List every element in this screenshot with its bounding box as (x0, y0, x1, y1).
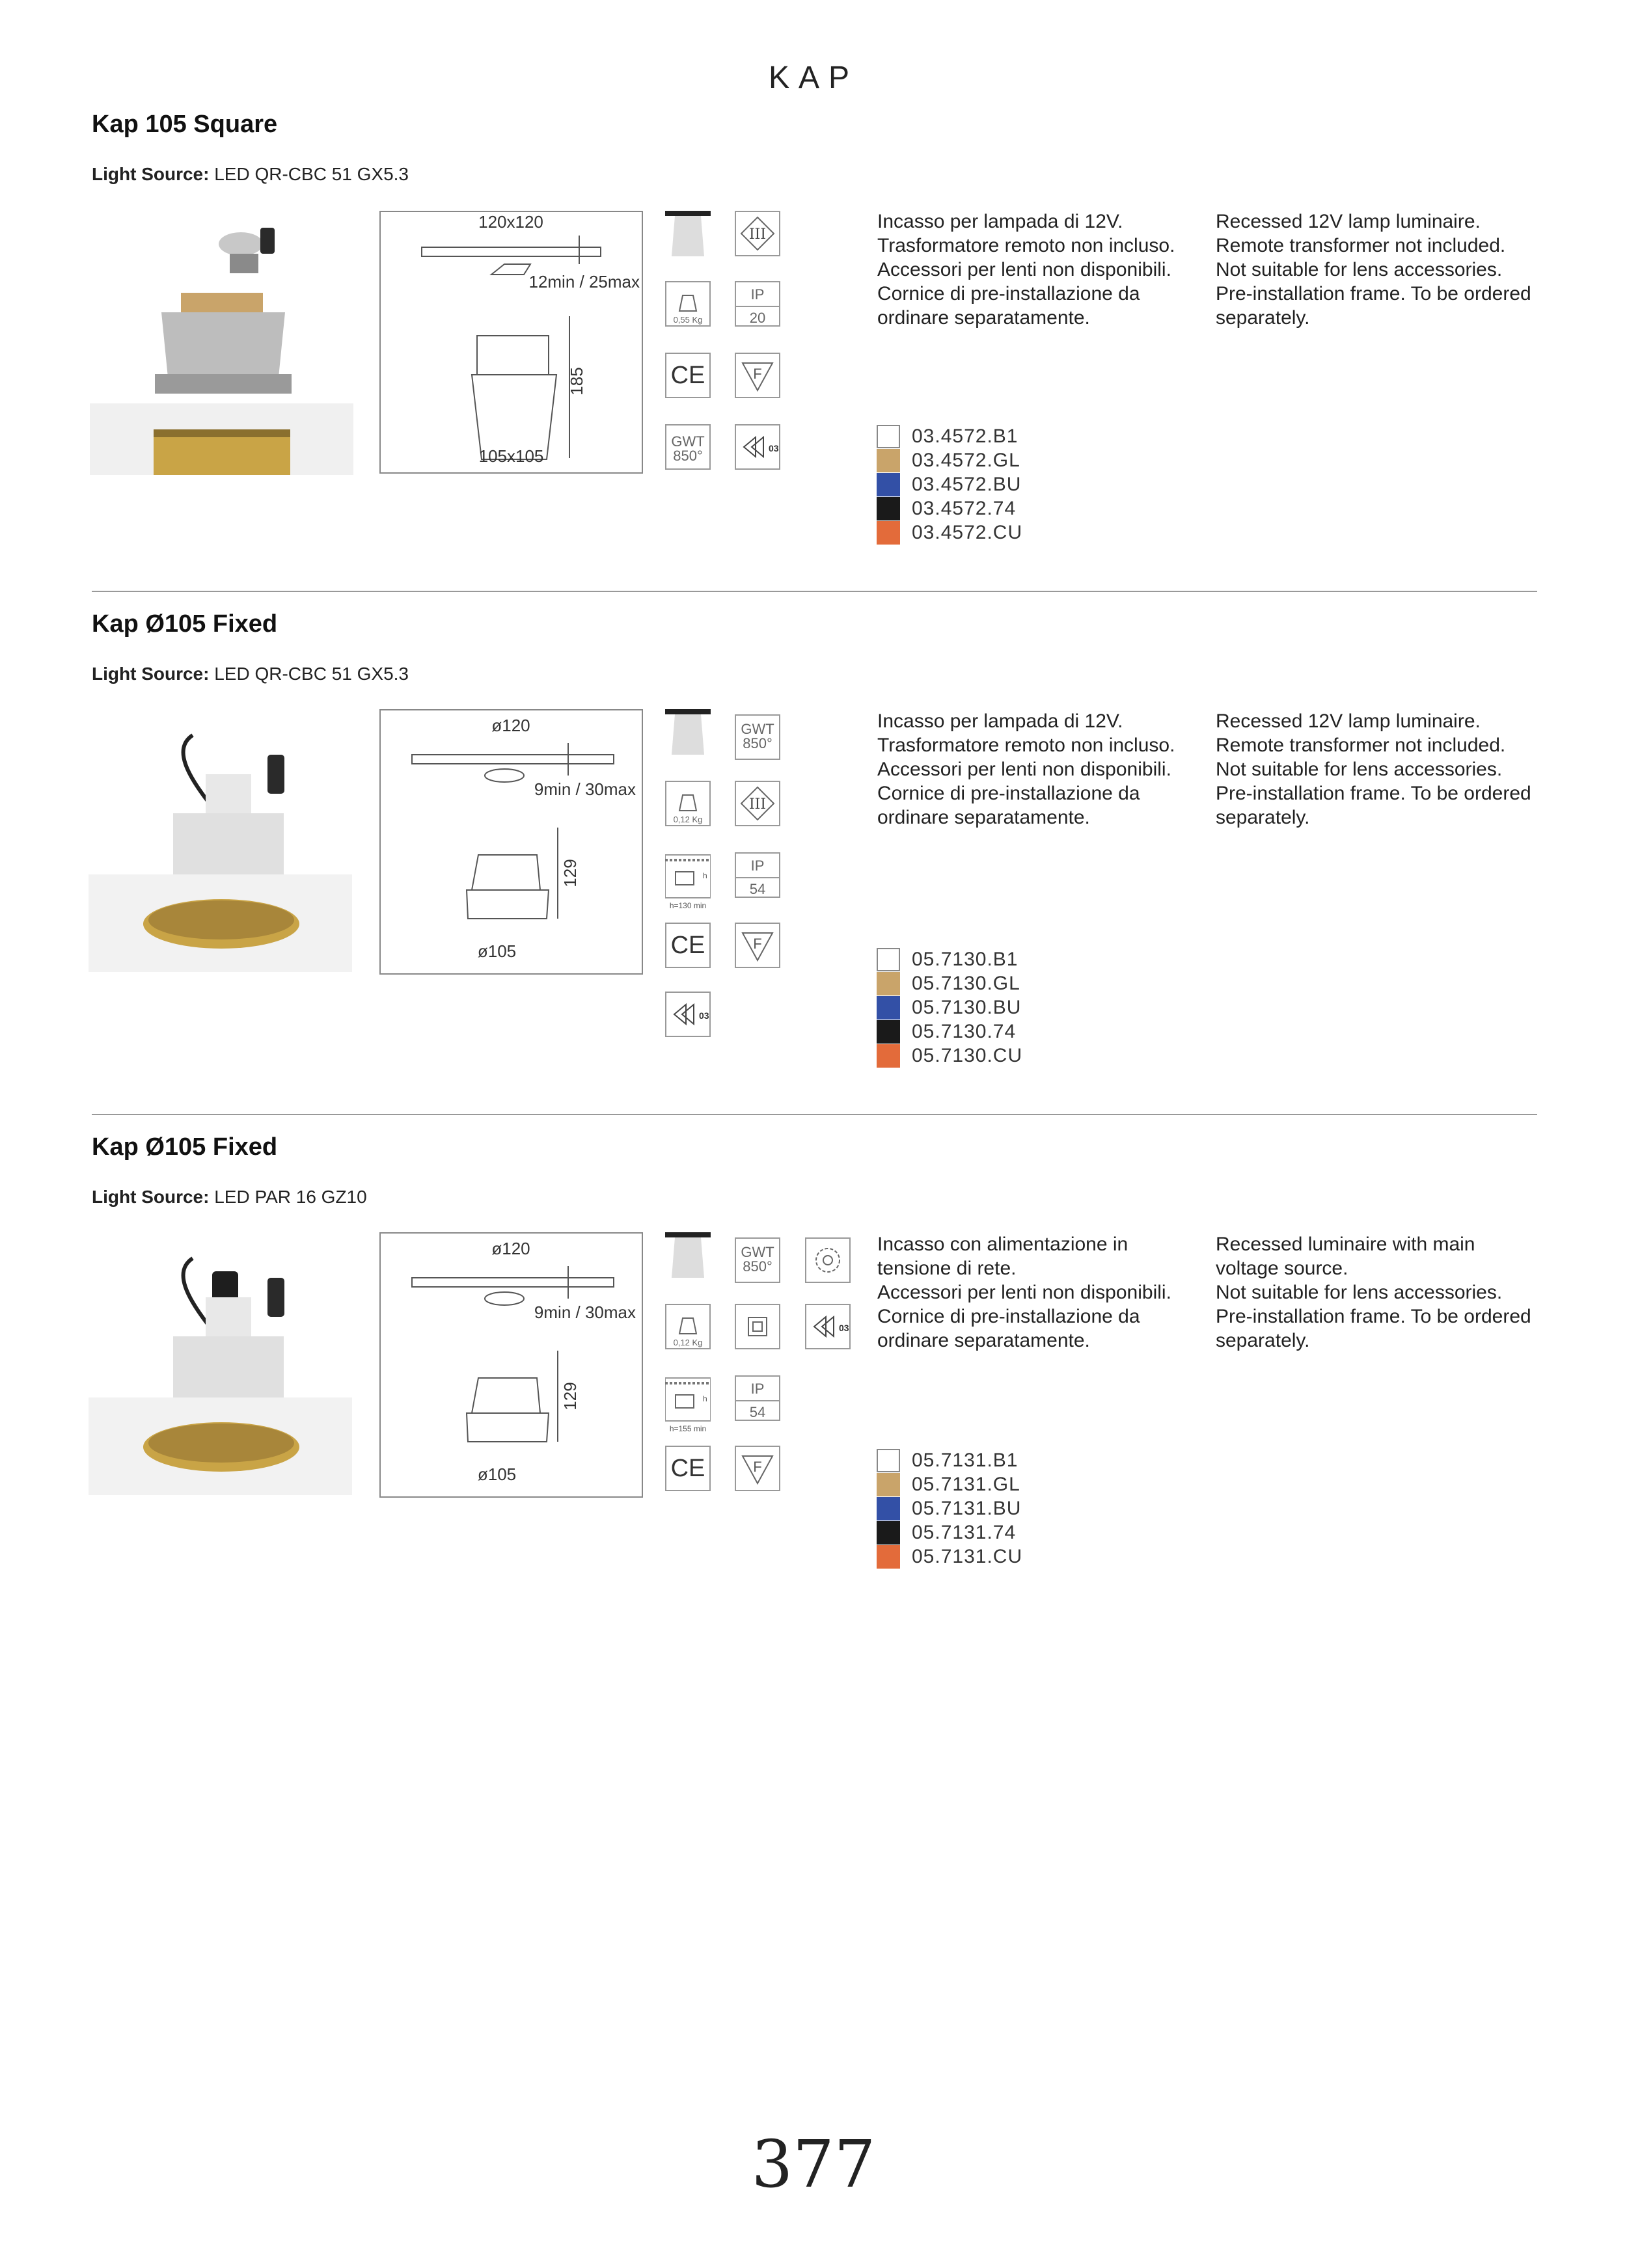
light-source (92, 1187, 367, 1208)
installation-depth-icon (665, 852, 711, 911)
product-code: 03.4572.GL (912, 449, 1020, 471)
product-code: 05.7130.CU (912, 1044, 1023, 1066)
color-swatch-gold (877, 1473, 900, 1496)
light-source-value: LED PAR 16 GZ10 (209, 1187, 367, 1207)
svg-text:F: F (753, 936, 762, 952)
code-row (877, 1496, 1022, 1520)
light-source-label: Light Source: (92, 164, 210, 184)
weight-label: 0,55 Kg (673, 315, 703, 325)
light-source-label: Light Source: (92, 1187, 210, 1207)
class-iii-icon (735, 211, 780, 256)
product-code: 05.7131.B1 (912, 1449, 1019, 1471)
svg-text:F: F (753, 1459, 762, 1475)
product-code-list (877, 424, 1022, 545)
dim-height: 129 (560, 859, 580, 887)
h-label: h (703, 1394, 707, 1403)
description-english: Recessed luminaire with main voltage source. Not suitable for lens accessories. Pre-installation frame. To be ordered separately. (1216, 1234, 1531, 1351)
dim-depth: 9min / 30max (534, 779, 636, 799)
color-swatch-copper (877, 1545, 900, 1569)
dim-bottom: ø105 (477, 941, 517, 961)
product-photo (89, 709, 352, 972)
color-swatch-white (877, 1449, 900, 1472)
class-label: III (748, 226, 767, 243)
technical-drawing (379, 1232, 643, 1498)
f-mark-icon (735, 1446, 780, 1491)
ce-mark-icon: CE (665, 353, 711, 398)
description-italian: Incasso per lampada di 12V. Trasformatore remoto non incluso. Accessori per lenti non disponibili. Cornice di pre-installazione da ordinare separatamente. (877, 710, 1175, 828)
technical-drawing (379, 709, 643, 975)
energy-label: 03 (839, 1323, 849, 1333)
product-code: 05.7130.B1 (912, 948, 1019, 970)
color-swatch-gold (877, 972, 900, 995)
color-swatch-black (877, 1020, 900, 1044)
beam-icon (665, 1232, 711, 1278)
class-ii-icon (735, 1304, 780, 1349)
f-mark-icon (735, 923, 780, 968)
code-row (877, 1044, 1022, 1068)
weight-icon (665, 1304, 711, 1349)
ip-label: IP (750, 286, 765, 303)
code-row (877, 1520, 1022, 1545)
color-swatch-copper (877, 1044, 900, 1068)
code-row (877, 496, 1022, 520)
color-swatch-gold (877, 449, 900, 472)
installation-depth-icon (665, 1375, 711, 1434)
ip-rating-icon (735, 1375, 780, 1421)
gwt-icon: GWT 850° (735, 714, 780, 760)
color-swatch-blue (877, 1497, 900, 1520)
light-source (92, 164, 409, 185)
weight-icon (665, 781, 711, 826)
dim-depth: 12min / 25max (528, 272, 640, 291)
technical-drawing (379, 211, 643, 474)
dim-height: 185 (567, 367, 586, 396)
weight-label: 0,12 Kg (673, 815, 703, 824)
color-swatch-white (877, 948, 900, 971)
color-swatch-blue (877, 996, 900, 1019)
product-photo (90, 215, 353, 475)
product-photo (89, 1232, 352, 1495)
dim-top: 120x120 (478, 212, 543, 232)
h-label: h (703, 871, 707, 880)
energy-class-icon (665, 992, 711, 1037)
weight-label: 0,12 Kg (673, 1338, 703, 1347)
product-code-list (877, 947, 1022, 1068)
ip-value: 20 (736, 306, 779, 327)
ip-rating-icon (735, 852, 780, 898)
description-italian: Incasso per lampada di 12V. Trasformatore remoto non incluso. Accessori per lenti non disponibili. Cornice di pre-installazione da ordinare separatamente. (877, 211, 1175, 329)
ip-rating-icon (735, 281, 780, 327)
dim-top: ø120 (491, 1239, 530, 1258)
ip-label: IP (750, 857, 765, 874)
hmin-label: h=130 min (669, 901, 707, 910)
code-row (877, 995, 1022, 1019)
product-code: 03.4572.CU (912, 521, 1023, 543)
color-swatch-blue (877, 473, 900, 496)
product-title: Kap 105 Square (92, 111, 278, 138)
color-swatch-black (877, 1521, 900, 1545)
ip-value: 54 (736, 1400, 779, 1421)
page-number: 377 (751, 2126, 876, 2202)
beam-icon (665, 211, 711, 256)
color-swatch-copper (877, 521, 900, 545)
driver-icon (805, 1237, 851, 1283)
product-code: 05.7131.74 (912, 1521, 1017, 1543)
product-code-list (877, 1448, 1022, 1569)
color-swatch-black (877, 497, 900, 520)
code-row (877, 1472, 1022, 1496)
code-row (877, 947, 1022, 971)
energy-class-icon (735, 424, 780, 470)
light-source-value: LED QR-CBC 51 GX5.3 (209, 664, 409, 684)
light-source-value: LED QR-CBC 51 GX5.3 (209, 164, 409, 184)
dim-top: ø120 (491, 716, 530, 735)
code-row (877, 971, 1022, 995)
gwt-icon: GWT 850° (665, 424, 711, 470)
color-swatch-white (877, 425, 900, 448)
brand-title: KAP (768, 61, 859, 95)
product-code: 05.7131.CU (912, 1545, 1023, 1567)
light-source (92, 664, 409, 684)
code-row (877, 448, 1022, 472)
product-code: 05.7130.BU (912, 996, 1022, 1018)
code-row (877, 1448, 1022, 1472)
svg-text:F: F (753, 366, 762, 382)
product-code: 03.4572.BU (912, 473, 1022, 495)
ip-label: IP (750, 1381, 765, 1397)
light-source-label: Light Source: (92, 664, 210, 684)
section-divider (92, 591, 1537, 592)
code-row (877, 520, 1022, 545)
energy-label: 03 (769, 443, 779, 453)
energy-class-icon (805, 1304, 851, 1349)
product-code: 03.4572.74 (912, 497, 1017, 519)
code-row (877, 424, 1022, 448)
dim-height: 129 (560, 1382, 580, 1411)
gwt-icon: GWT 850° (735, 1237, 780, 1283)
code-row (877, 472, 1022, 496)
description-english: Recessed 12V lamp luminaire. Remote transformer not included. Not suitable for lens accessories. Pre-installation frame. To be ordered separately. (1216, 710, 1531, 828)
class-iii-icon (735, 781, 780, 826)
ce-mark-icon: CE (665, 923, 711, 968)
class-label: III (748, 796, 767, 813)
product-code: 05.7131.GL (912, 1473, 1020, 1495)
code-row (877, 1545, 1022, 1569)
product-code: 03.4572.B1 (912, 425, 1019, 447)
dim-bottom: 105x105 (478, 446, 544, 466)
ce-mark-icon: CE (665, 1446, 711, 1491)
f-mark-icon (735, 353, 780, 398)
product-code: 05.7131.BU (912, 1497, 1022, 1519)
section-divider (92, 1114, 1537, 1115)
hmin-label: h=155 min (669, 1424, 707, 1433)
product-title: Kap Ø105 Fixed (92, 610, 278, 638)
dim-depth: 9min / 30max (534, 1303, 636, 1322)
product-code: 05.7130.GL (912, 972, 1020, 994)
energy-label: 03 (699, 1010, 709, 1021)
product-code: 05.7130.74 (912, 1020, 1017, 1042)
description-italian: Incasso con alimentazione in tensione di rete. Accessori per lenti non disponibili. Cornice di pre-installazione da ordinare separatamente. (877, 1234, 1171, 1351)
beam-icon (665, 709, 711, 755)
ip-value: 54 (736, 877, 779, 898)
product-title: Kap Ø105 Fixed (92, 1133, 278, 1161)
description-english: Recessed 12V lamp luminaire. Remote transformer not included. Not suitable for lens accessories. Pre-installation frame. To be ordered separately. (1216, 211, 1531, 329)
weight-icon (665, 281, 711, 327)
code-row (877, 1019, 1022, 1044)
dim-bottom: ø105 (477, 1465, 517, 1484)
